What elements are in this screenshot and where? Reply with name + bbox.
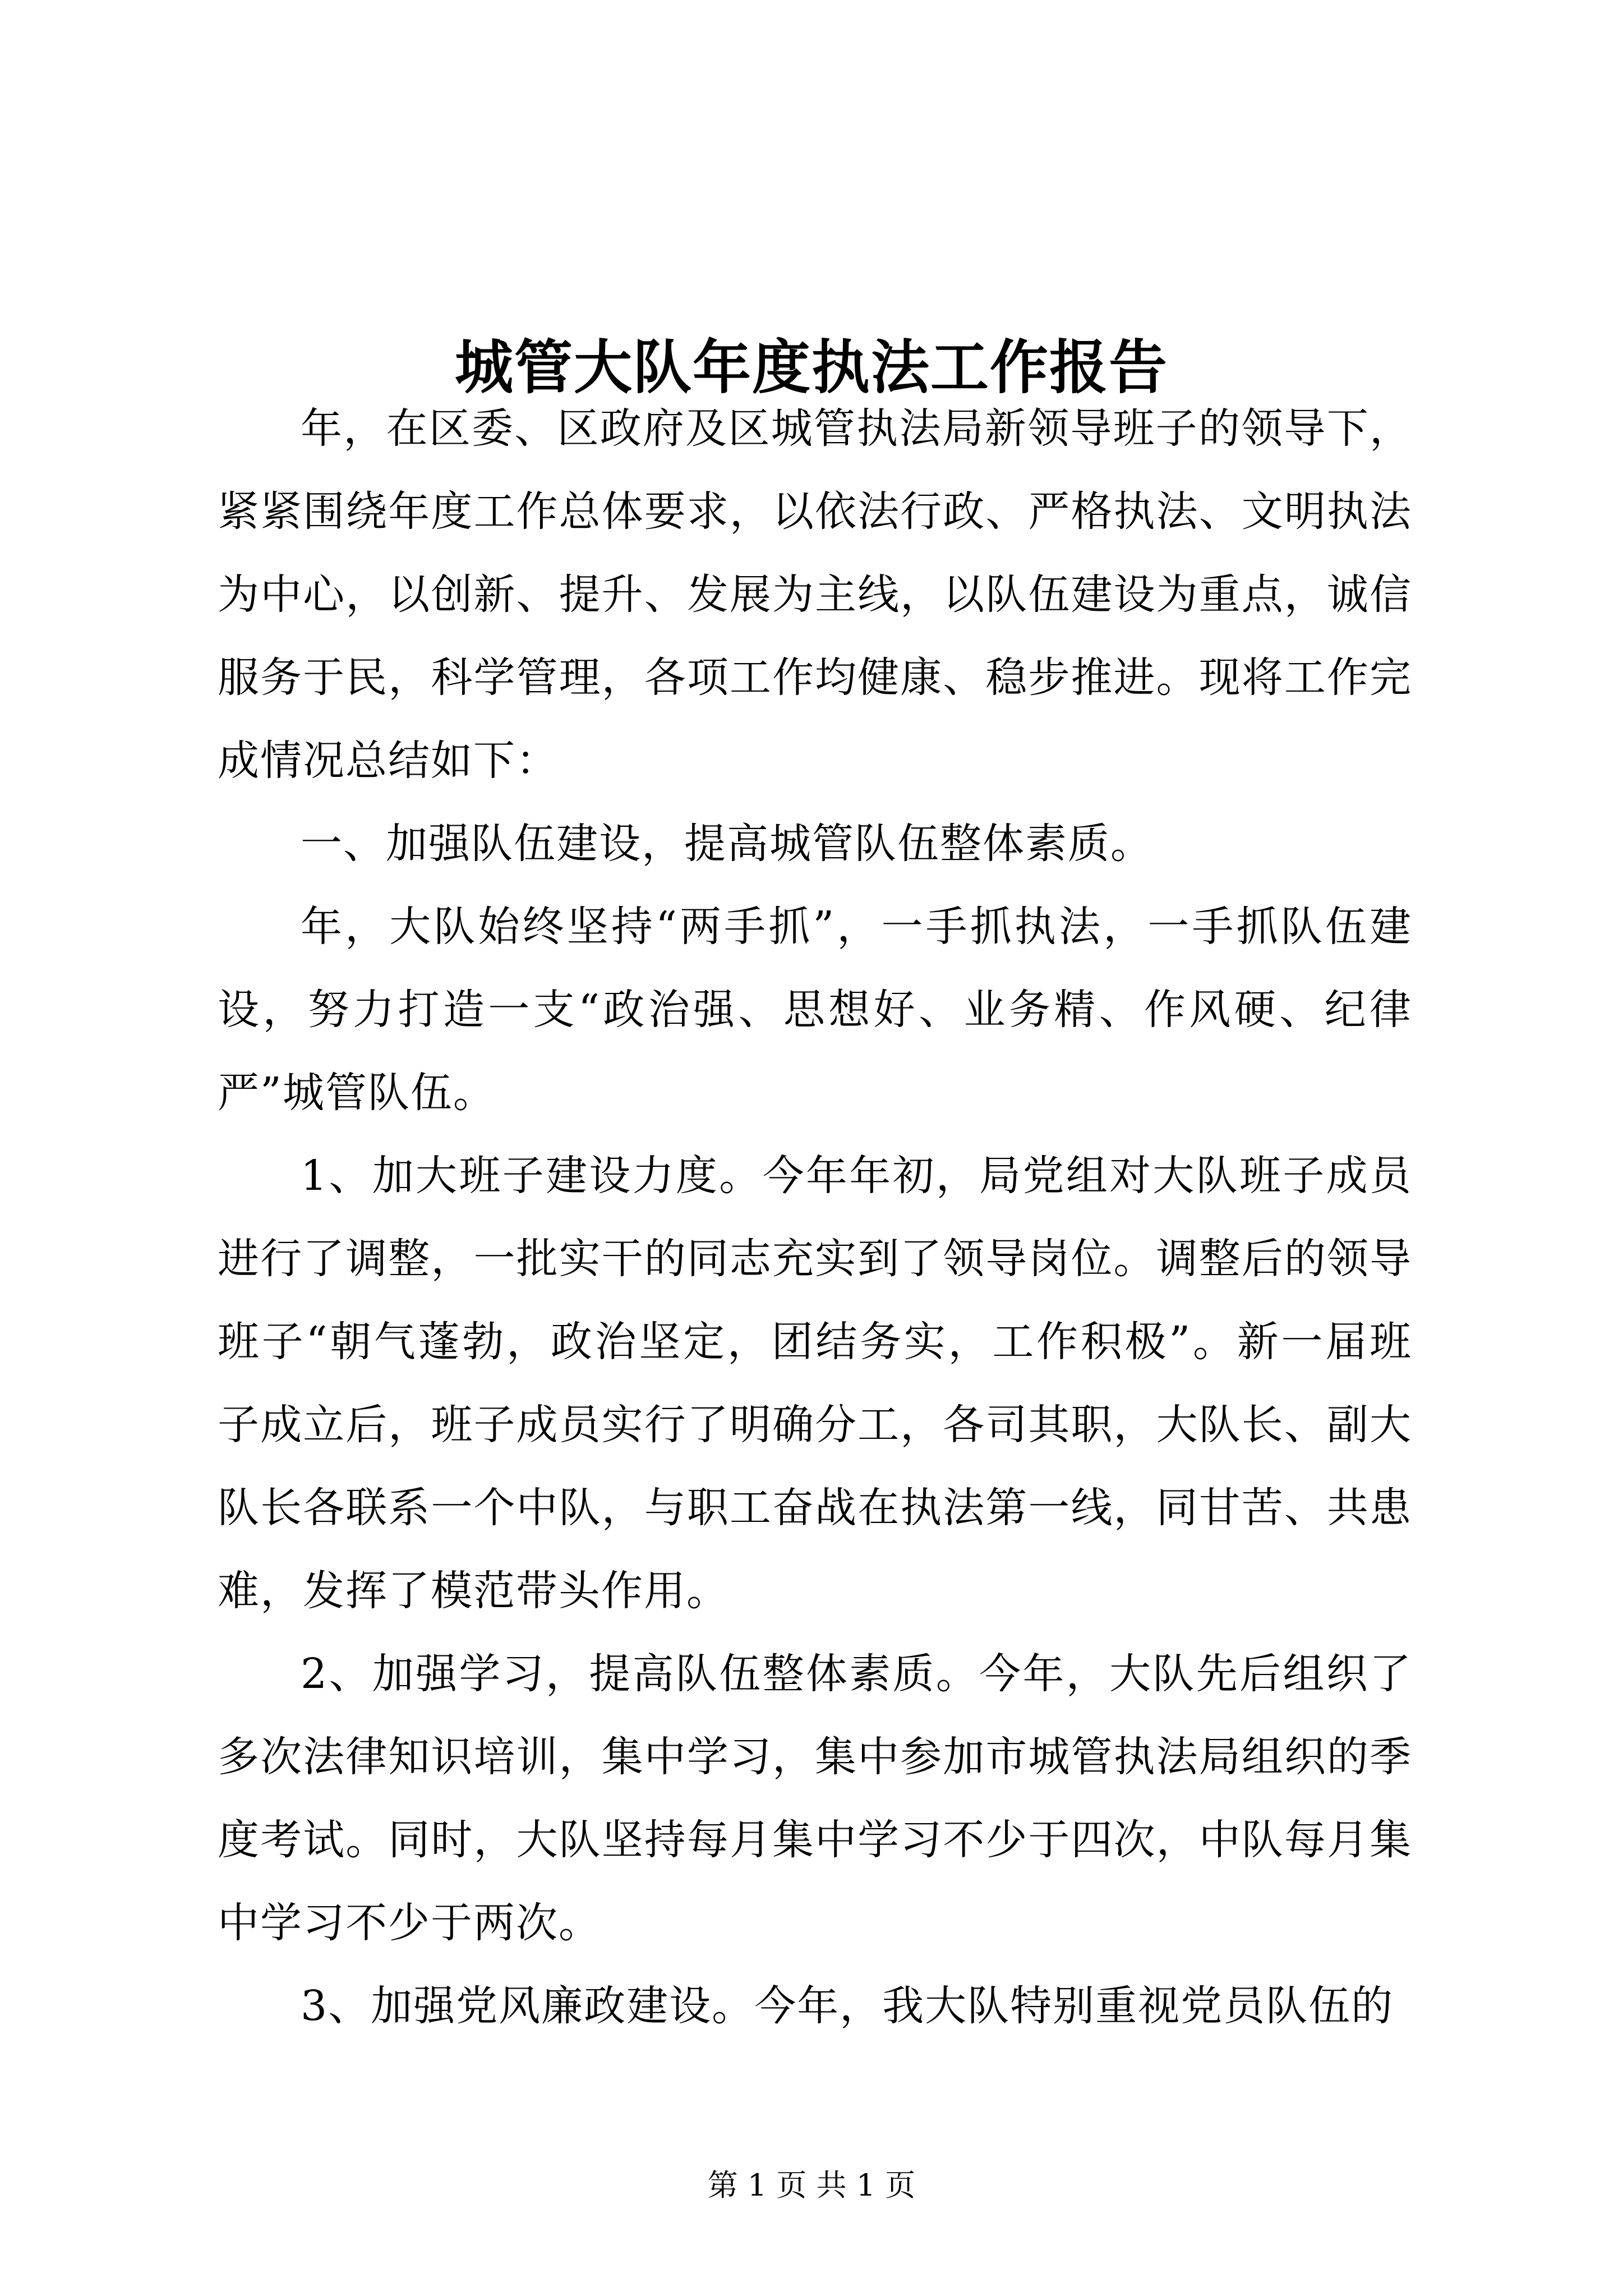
paragraph-item-3: 3、加强党风廉政建设。今年，我大队特别重视党员队伍的: [301, 1982, 1394, 2030]
document-title: 城管大队年度执法工作报告: [454, 332, 1168, 402]
page-footer: 第 1 页 共 1 页: [707, 2168, 916, 2203]
paragraph-intro: 年，在区委、区政府及区城管执法局新领导班子的领导下，紧紧围绕年度工作总体要求，以依法行政、严格执法、文明执法为中心，以创新、提升、发展为主线，以队伍建设为重点，诚信服务于民，科学管理，各项工作均健康、稳步推进。现将工作完成情况总结如下：: [218, 404, 1412, 785]
document-body: [218, 387, 1412, 2047]
section-heading-team-building: 一、加强队伍建设，提高城管队伍整体素质。: [301, 820, 1153, 868]
paragraph-two-hands: 年，大队始终坚持“两手抓”，一手抓执法，一手抓队伍建设，努力打造一支“政治强、思想好、业务精、作风硬、纪律严”城管队伍。: [218, 903, 1412, 1117]
paragraph-item-2: 2、加强学习，提高队伍整体素质。今年，大队先后组织了多次法律知识培训，集中学习，集中参加市城管执法局组织的季度考试。同时，大队坚持每月集中学习不少于四次，中队每月集中学习不少于两次。: [218, 1650, 1412, 1947]
paragraph-item-1: 1、加大班子建设力度。今年年初，局党组对大队班子成员进行了调整，一批实干的同志充实到了领导岗位。调整后的领导班子“朝气蓬勃，政治坚定，团结务实，工作积极”。新一届班子成立后，班子成员实行了明确分工，各司其职，大队长、副大队长各联系一个中队，与职工奋战在执法第一线，同甘苦、共患难，发挥了模范带头作用。: [218, 1152, 1412, 1615]
